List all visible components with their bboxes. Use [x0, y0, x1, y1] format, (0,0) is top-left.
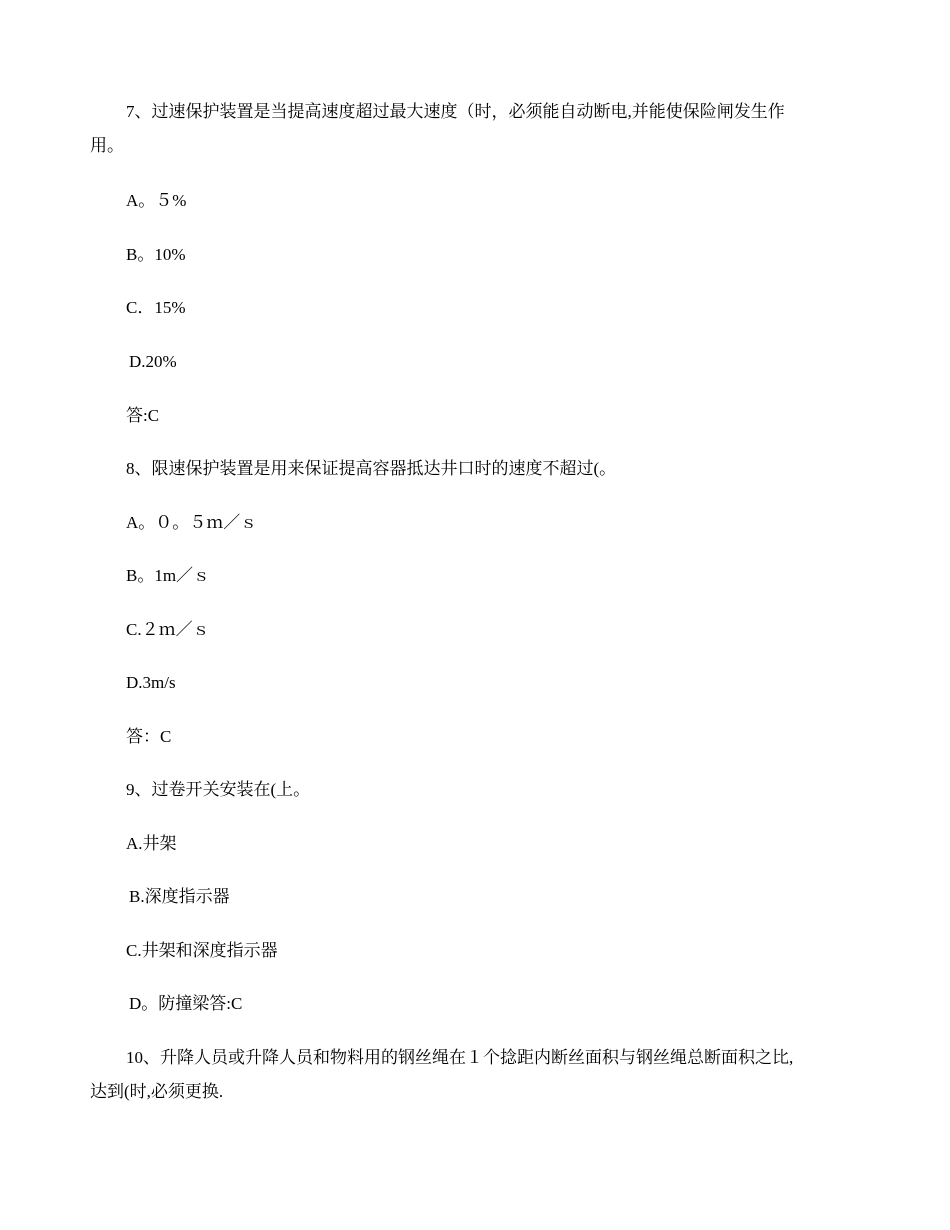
- question-7-stem-line-1: 7、过速保护装置是当提高速度超过最大速度（时，必须能自动断电,并能使保险闸发生作: [126, 102, 785, 121]
- question-7-option-b: B。10%: [126, 245, 186, 264]
- question-9-option-a: A.井架: [126, 834, 177, 853]
- question-8-answer: 答：C: [126, 727, 172, 746]
- question-9-option-c: C.井架和深度指示器: [126, 941, 278, 960]
- question-9-stem: 9、过卷开关安装在(上。: [126, 780, 311, 799]
- question-10-stem-line-1: 10、升降人员或升降人员和物料用的钢丝绳在１个捻距内断丝面积与钢丝绳总断面积之比,: [126, 1048, 794, 1067]
- question-8-option-d: D.3m/s: [126, 673, 176, 692]
- question-7-option-a: A。５%: [126, 191, 187, 210]
- question-9-option-d-and-answer: D。防撞梁答:C: [129, 994, 243, 1013]
- question-8-stem: 8、限速保护装置是用来保证提高容器抵达井口时的速度不超过(。: [126, 459, 617, 478]
- question-9-option-b: B.深度指示器: [129, 887, 230, 906]
- question-8-option-b: B。1m／ｓ: [126, 566, 211, 585]
- question-7-option-c: C．15%: [126, 298, 186, 317]
- question-8-option-c: C.２ｍ／ｓ: [126, 620, 210, 639]
- question-10-stem-line-2: 达到(时,必须更换.: [90, 1082, 224, 1101]
- question-7-stem-line-2: 用。: [90, 136, 124, 155]
- question-8-option-a: A。０。５ｍ／ｓ: [126, 513, 258, 532]
- question-7-option-d: D.20%: [129, 352, 177, 371]
- question-7-answer: 答:C: [126, 406, 160, 425]
